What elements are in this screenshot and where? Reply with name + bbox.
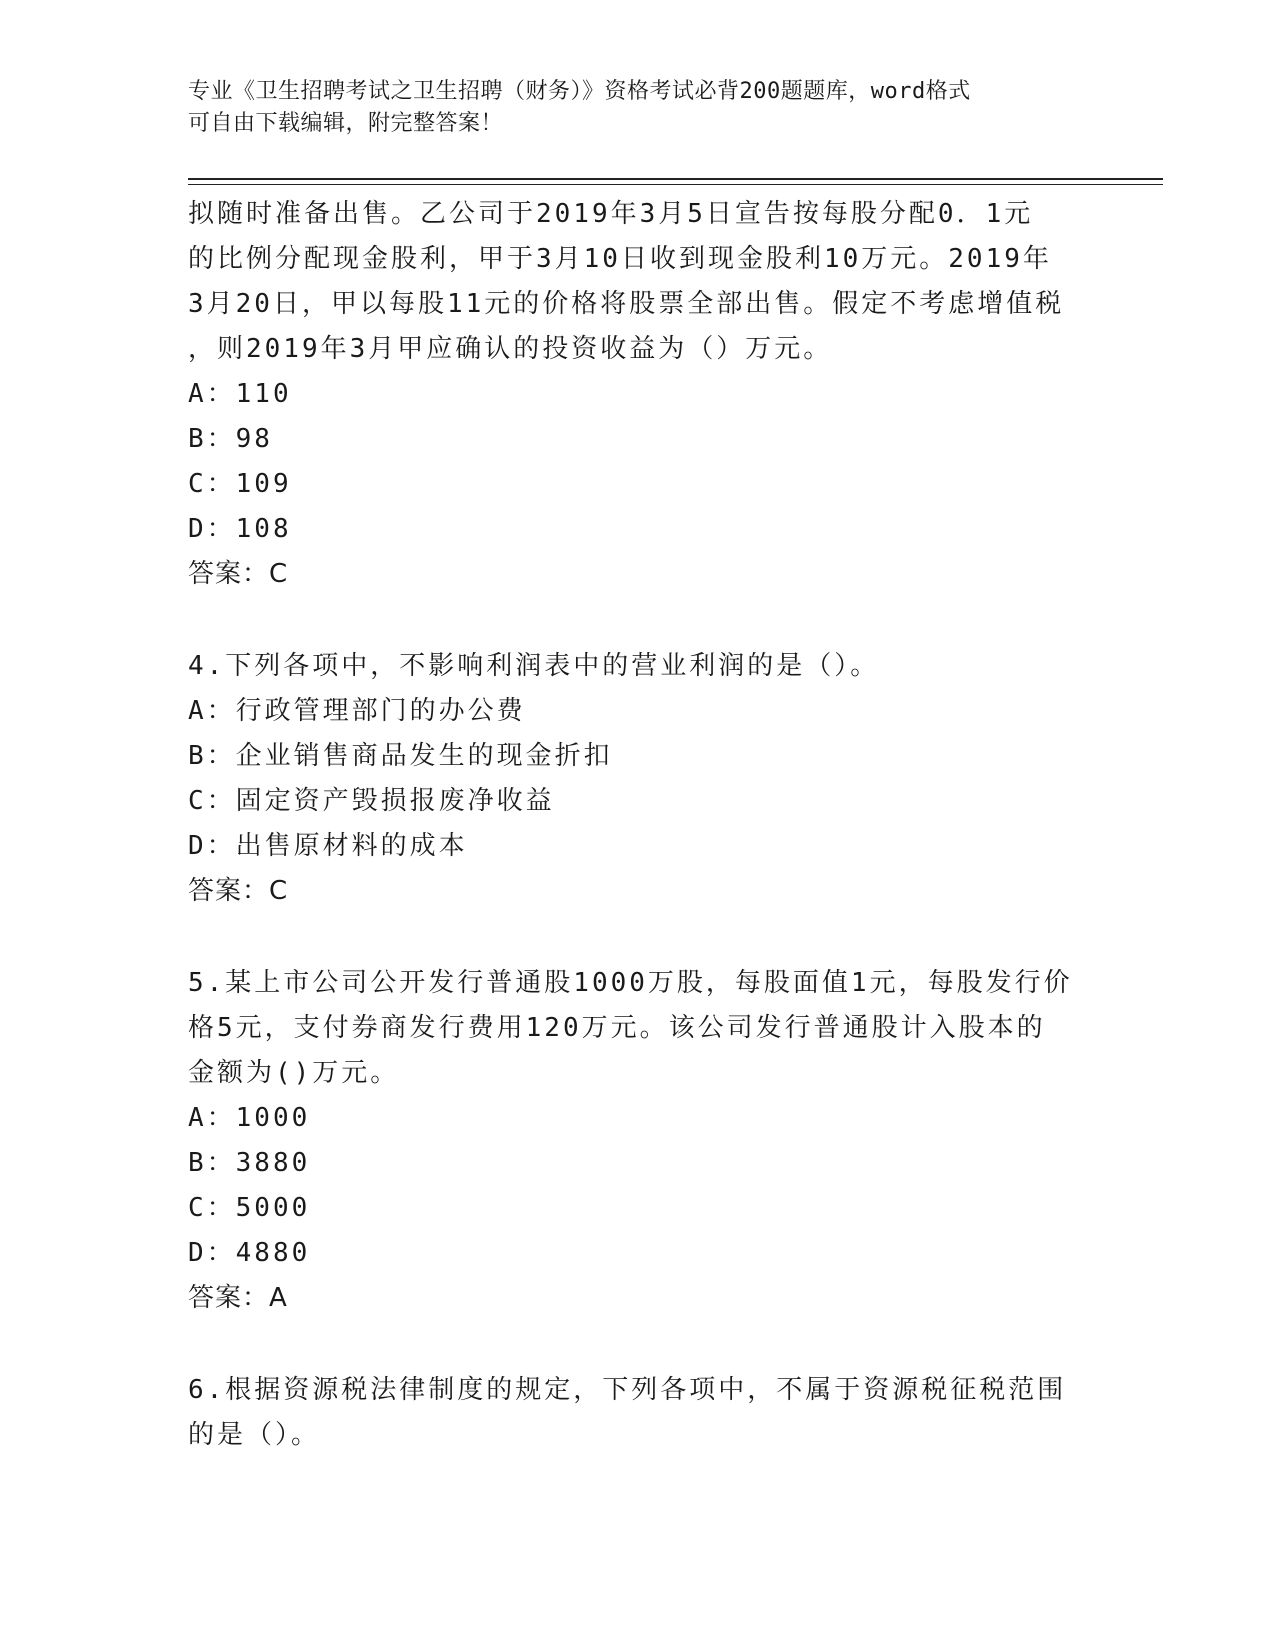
- question-text-line: 格5元，支付券商发行费用120万元。该公司发行普通股计入股本的: [188, 1013, 1046, 1043]
- question-5: [188, 961, 1088, 1321]
- question-text-line: 4.下列各项中，不影响利润表中的营业利润的是（）。: [188, 651, 880, 681]
- question-text-line: 5.某上市公司公开发行普通股1000万股，每股面值1元，每股发行价: [188, 968, 1073, 998]
- option-d: D：108: [188, 514, 292, 544]
- option-a: A：110: [188, 379, 292, 409]
- option-a: A：行政管理部门的办公费: [188, 696, 526, 726]
- question-text-line: 6.根据资源税法律制度的规定，下列各项中，不属于资源税征税范围: [188, 1375, 1067, 1405]
- question-6: [188, 1368, 1088, 1458]
- question-text-line: 拟随时准备出售。乙公司于2019年3月5日宣告按每股分配0．1元: [188, 199, 1034, 229]
- document-header: [188, 76, 1068, 140]
- question-4: [188, 644, 1088, 914]
- option-b: B：98: [188, 424, 273, 454]
- question-text-line: 金额为()万元。: [188, 1058, 400, 1088]
- question-content: [188, 192, 1088, 1458]
- question-text-line: ，则2019年3月甲应确认的投资收益为（）万元。: [188, 334, 833, 364]
- option-c: C：5000: [188, 1193, 311, 1223]
- header-line-1: 专业《卫生招聘考试之卫生招聘（财务）》资格考试必背200题题库，word格式: [188, 79, 971, 104]
- answer-line: 答案：A: [188, 1283, 288, 1313]
- question-text-line: 3月20日，甲以每股11元的价格将股票全部出售。假定不考虑增值税: [188, 289, 1065, 319]
- option-c: C：109: [188, 469, 292, 499]
- header-line-2: 可自由下载编辑，附完整答案！: [188, 111, 504, 136]
- answer-line: 答案：C: [188, 876, 289, 906]
- option-a: A：1000: [188, 1103, 311, 1133]
- answer-line: 答案：C: [188, 559, 289, 589]
- question-text-line: 的比例分配现金股利，甲于3月10日收到现金股利10万元。2019年: [188, 244, 1052, 274]
- option-b: B：3880: [188, 1148, 311, 1178]
- question-text-line: 的是（）。: [188, 1420, 321, 1450]
- option-d: D：4880: [188, 1238, 311, 1268]
- header-rule-thin: [188, 184, 1163, 185]
- header-rule: [188, 178, 1163, 180]
- option-b: B：企业销售商品发生的现金折扣: [188, 741, 613, 771]
- question-3: [188, 192, 1088, 597]
- option-d: D：出售原材料的成本: [188, 831, 468, 861]
- option-c: C：固定资产毁损报废净收益: [188, 786, 555, 816]
